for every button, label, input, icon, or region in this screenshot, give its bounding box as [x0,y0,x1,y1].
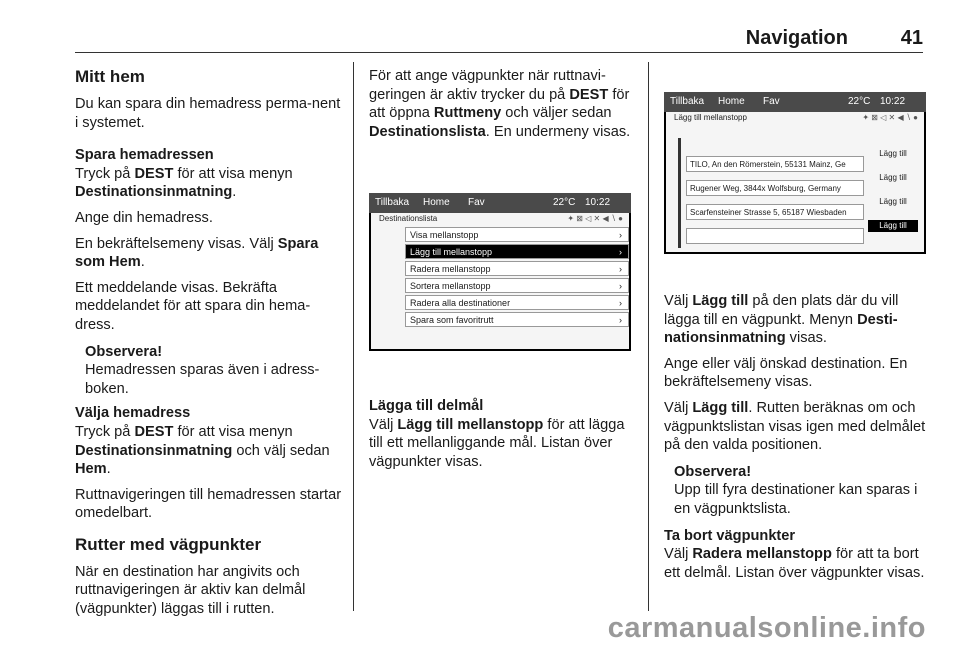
column-divider-2 [648,62,649,611]
menu-item-delete-stop: Radera mellanstopp › [405,261,629,276]
add-button: Lägg till [879,149,907,158]
message-text: Ett meddelande visas. Bekräfta meddelandet för att spara din hema-dress. [75,279,311,333]
chevron-right-icon: › [619,315,622,325]
screen-content [666,112,924,252]
save-instruction: Tryck på DEST för att visa menyn Destinationsinmatning. [75,165,293,201]
fav-tab: Fav [468,197,485,208]
recalculate-text: Välj Lägg till. Rutten beräknas om och vägpunktslistan visas igen med delmålet på den valda positionen. [664,399,926,454]
add-button-selected: Lägg till [868,220,918,232]
column-2 [369,67,637,141]
section-heading-mitt-hem: Mitt hem [75,67,145,86]
column-1 [75,67,343,619]
watermark: carmanualsonline.info [607,612,926,644]
temperature: 22°C [848,96,871,107]
screenshot-destination-list [369,193,631,351]
delete-instruction: Välj Radera mellanstopp för att ta bort ett delmål. Listan över vägpunkter visas. [664,546,925,581]
subheading-select-home: Välja hemadress [75,405,191,422]
confirm-text: En bekräftelsemeny visas. Välj Spara som Hem. [75,235,319,271]
screen-content [371,213,629,349]
waypoint-row: Scarfensteiner Strasse 5, 65187 Wiesbaden [686,204,864,220]
note-block-2 [664,463,930,519]
menu-item-delete-all: Radera alla destinationer › [405,295,629,310]
chevron-right-icon: › [619,247,622,257]
menu-item-add-stop: Lägg till mellanstopp › [405,244,629,259]
menu-item-save-favorite-route: Spara som favoritrutt › [405,312,629,327]
subheading-save-home: Spara hemadressen [75,147,214,164]
menu-item-show-stops: Visa mellanstopp › [405,227,629,242]
chevron-right-icon: › [619,298,622,308]
home-tab: Home [718,96,745,107]
page-header-title: Navigation [745,27,848,49]
screen-top-bar [369,193,631,213]
chevron-right-icon: › [619,281,622,291]
select-instruction: Tryck på DEST för att visa menyn Destinationsinmatning och välj sedan Hem. [75,423,330,478]
back-tab: Tillbaka [375,197,410,208]
menu-item-sort-stops: Sortera mellanstopp › [405,278,629,293]
note-body: Hemadressen sparas även i adress-boken. [85,362,320,397]
route-line [678,138,681,248]
temperature: 22°C [553,197,576,208]
clock: 10:22 [585,197,611,208]
waypoint-intro: När en destination har angivits och ruttnavigeringen är aktiv kan delmål (vägpunkter) läggas till i rutten. [75,563,306,618]
back-tab: Tillbaka [670,96,705,107]
status-icons: ✦ ⊠ ◁ ✕ ◀ ∖ ● [567,214,623,223]
home-tab: Home [423,197,450,208]
screenshot-add-waypoint [664,92,926,254]
column-3 [664,292,930,582]
status-icons: ✦ ⊠ ◁ ✕ ◀ ∖ ● [862,113,918,122]
note-body: Upp till fyra destinationer kan sparas i en vägpunktslista. [674,482,918,517]
column-2-lower [369,397,637,471]
chevron-right-icon: › [619,230,622,240]
waypoint-row: Rugener Weg, 3844x Wolfsburg, Germany [686,180,864,196]
section-heading-waypoints: Rutter med vägpunkter [75,534,262,554]
intro-paragraph: Du kan spara din hemadress perma-nent i systemet. [75,96,341,131]
subheading-delete-waypoints: Ta bort vägpunkter [664,527,796,544]
waypoint-instruction: För att ange vägpunkter när ruttnavi-geringen är aktiv trycker du på DEST för att öppna Ruttmeny och väljer sedan Destinationslista. En undermeny visas. [369,68,631,140]
add-stop-instruction: Välj Lägg till mellanstopp för att lägga till ett mellanliggande mål. Listan över vägpunkter visas. [369,416,625,470]
column-divider-1 [353,62,354,611]
enter-address-text: Ange din hemadress. [75,209,213,226]
screen-subtitle: Destinationslista [379,214,438,223]
waypoint-row-empty [686,228,864,244]
clock: 10:22 [880,96,906,107]
note-heading: Observera! [85,343,163,360]
add-button: Lägg till [879,197,907,206]
screen-subtitle: Lägg till mellanstopp [674,113,747,122]
route-start-text: Ruttnavigeringen till hemadressen startar omedelbart. [75,486,342,522]
add-at-position-text: Välj Lägg till på den plats där du vill lägga till en vägpunkt. Menyn Desti-nationsinmatning visas. [664,293,899,347]
page-number: 41 [900,27,923,49]
chevron-right-icon: › [619,264,622,274]
subheading-add-stop: Lägga till delmål [369,398,484,414]
screen-top-bar [664,92,926,112]
header-rule [75,52,923,53]
add-button: Lägg till [879,173,907,182]
note-heading: Observera! [674,463,752,480]
enter-destination-text: Ange eller välj önskad destination. En bekräftelsemeny visas. [664,355,908,391]
waypoint-row: TILO, An den Römerstein, 55131 Mainz, Ge [686,156,864,172]
fav-tab: Fav [763,96,780,107]
note-block-1 [75,343,343,399]
